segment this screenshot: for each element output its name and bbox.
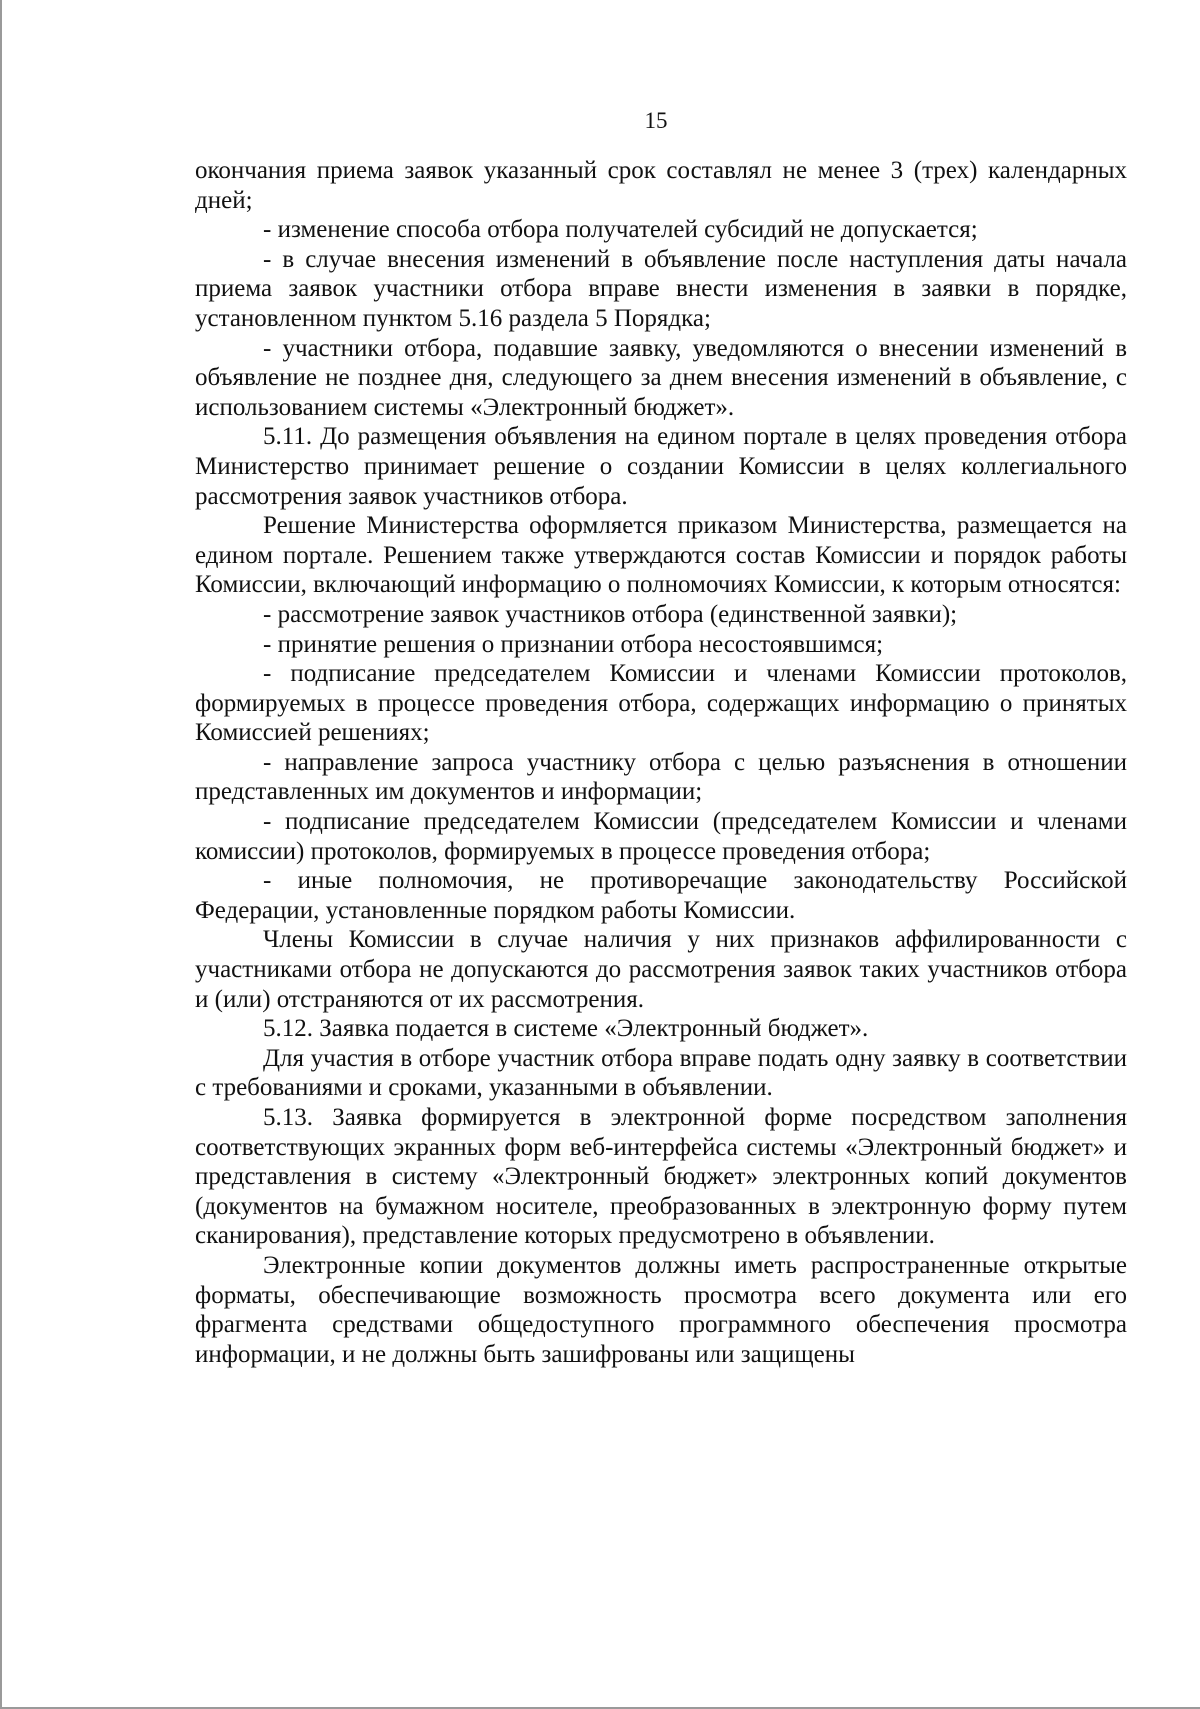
- page-number: 15: [644, 108, 668, 133]
- paragraph: - подписание председателем Комиссии (председателем Комиссии и членами комиссии) протоколов, формируемых в процессе проведения отбора;: [195, 808, 1127, 865]
- paragraph: окончания приема заявок указанный срок составлял не менее 3 (трех) календарных дней;: [195, 157, 1127, 214]
- paragraph: 5.13. Заявка формируется в электронной форме посредством заполнения соответствующих экранных форм веб-интерфейса системы «Электронный бюджет» и представления в систему «Электронный бюджет» электронных копий документов (документов на бумажном носителе, преобразованных в электронную форму путем сканирования), представление которых предусмотрено в объявлении.: [195, 1104, 1127, 1250]
- paragraph: - рассмотрение заявок участников отбора (единственной заявки);: [263, 600, 958, 628]
- paragraph: - иные полномочия, не противоречащие законодательству Российской Федерации, установленные порядком работы Комиссии.: [195, 867, 1127, 924]
- paragraph: - подписание председателем Комиссии и членами Комиссии протоколов, формируемых в процессе проведения отбора, содержащих информацию о принятых Комиссией решениях;: [195, 660, 1127, 747]
- paragraph: Решение Министерства оформляется приказом Министерства, размещается на едином портале. Решением также утверждаются состав Комиссии и порядок работы Комиссии, включающий информацию о полномочиях Комиссии, к которым относятся:: [195, 512, 1127, 599]
- paragraph: Электронные копии документов должны иметь распространенные открытые форматы, обеспечивающие возможность просмотра всего документа или его фрагмента средствами общедоступного программного обеспечения просмотра информации, и не должны быть зашифрованы или защищены: [195, 1251, 1127, 1368]
- paragraph: - изменение способа отбора получателей субсидий не допускается;: [263, 216, 978, 244]
- paragraph: - в случае внесения изменений в объявление после наступления даты начала приема заявок участники отбора вправе внести изменения в заявки в порядке, установленном пунктом 5.16 раздела 5 Порядка;: [195, 245, 1127, 332]
- paragraph: - принятие решения о признании отбора несостоявшимся;: [263, 630, 884, 658]
- paragraph: 5.12. Заявка подается в системе «Электронный бюджет».: [263, 1015, 869, 1043]
- paragraph: 5.11. До размещения объявления на едином портале в целях проведения отбора Министерство принимает решение о создании Комиссии в целях коллегиального рассмотрения заявок участников отбора.: [195, 423, 1127, 510]
- document-body: [195, 156, 1127, 1369]
- paragraph: - участники отбора, подавшие заявку, уведомляются о внесении изменений в объявление не позднее дня, следующего за днем внесения изменений в объявление, с использованием системы «Электронный бюджет».: [195, 334, 1127, 421]
- paragraph: Члены Комиссии в случае наличия у них признаков аффилированности с участниками отбора не допускаются до рассмотрения заявок таких участников отбора и (или) отстраняются от их рассмотрения.: [195, 926, 1127, 1013]
- paragraph: - направление запроса участнику отбора с целью разъяснения в отношении представленных им документов и информации;: [195, 748, 1127, 806]
- paragraph: Для участия в отборе участник отбора вправе подать одну заявку в соответствии с требованиями и сроками, указанными в объявлении.: [195, 1044, 1127, 1102]
